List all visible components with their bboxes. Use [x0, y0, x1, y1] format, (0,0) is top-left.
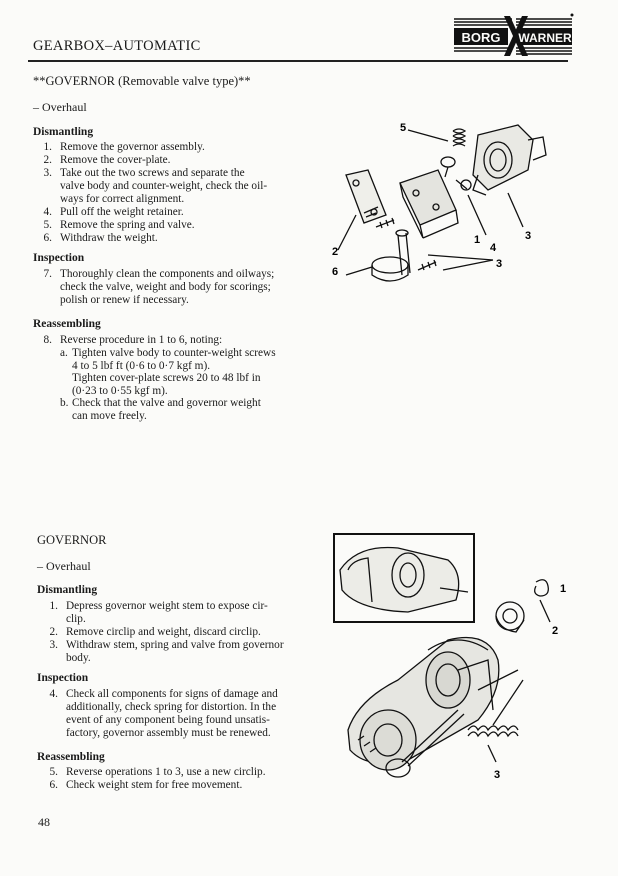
step-2	[32, 154, 294, 167]
step-4	[38, 688, 300, 740]
step-text-line: Withdraw stem, spring and valve from governor	[66, 639, 284, 651]
step-text-line: Remove the spring and valve.	[60, 219, 195, 231]
governor-exploded-figure	[328, 530, 568, 795]
step-number: 4.	[49, 688, 58, 700]
substep-text-line: Check that the valve and governor weight	[72, 397, 261, 409]
fig1-label-1: 1	[474, 234, 481, 246]
logo-text-borg: BORG	[461, 30, 501, 45]
fig2-label-3: 3	[494, 769, 501, 781]
step-number: 7.	[43, 268, 52, 280]
fig1-label-3b: 3	[496, 258, 503, 270]
section2-inspection-heading: Inspection	[37, 672, 89, 684]
header-rule	[28, 60, 568, 62]
step-text-line: valve body and counter-weight, check the oil-	[60, 180, 268, 192]
step-text-line: factory, governor assembly must be renewed.	[66, 727, 271, 739]
step-number: 3.	[43, 167, 52, 179]
step-6	[38, 779, 300, 792]
step-text-line: Reverse operations 1 to 3, use a new circlip.	[66, 766, 266, 778]
fig1-label-6: 6	[332, 266, 339, 278]
governor-removable-exploded-figure	[328, 115, 548, 300]
step-text-line: Take out the two screws and separate the	[60, 167, 245, 179]
section2-title: GOVERNOR	[37, 533, 107, 547]
step-number: 6.	[49, 779, 58, 791]
step-6	[32, 232, 294, 245]
logo-text-warner: WARNER	[518, 31, 572, 45]
step-number: 5.	[49, 766, 58, 778]
step-text-line: clip.	[66, 613, 86, 625]
section1-title: **GOVERNOR (Removable valve type)**	[33, 74, 251, 88]
step-3	[32, 167, 294, 206]
step-text-line: Remove the governor assembly.	[60, 141, 205, 153]
step-text-line: ways for correct alignment.	[60, 193, 185, 205]
step-number: 3.	[49, 639, 58, 651]
step-number: 2.	[49, 626, 58, 638]
step-text-line: Remove circlip and weight, discard circlip.	[66, 626, 261, 638]
page-number: 48	[38, 815, 50, 829]
step-text-line: Check all components for signs of damage and	[66, 688, 278, 700]
page-header-title: GEARBOX–AUTOMATIC	[33, 38, 201, 54]
step-text-line: check the valve, weight and body for scorings;	[60, 281, 271, 293]
fig2-label-2: 2	[552, 625, 559, 637]
step-5	[38, 766, 300, 779]
section1-overhaul: – Overhaul	[33, 100, 87, 114]
section1-step-8: 8. Reverse procedure in 1 to 6, noting:	[43, 334, 223, 346]
step-text-line: Check weight stem for free movement.	[66, 779, 243, 791]
section2-dismantling-heading: Dismantling	[37, 584, 98, 596]
step-4	[32, 206, 294, 219]
fig1-label-5: 5	[400, 122, 407, 134]
substep-text-line: can move freely.	[72, 409, 147, 422]
section1-inspection-heading: Inspection	[33, 252, 85, 264]
step-text-line: Thoroughly clean the components and oilways;	[60, 268, 275, 280]
step-text-line: Depress governor weight stem to expose cir-	[66, 600, 268, 612]
substep-text-line: (0·23 to 0·55 kgf m).	[72, 384, 168, 397]
fig1-label-4: 4	[490, 242, 497, 254]
step-text-line: event of any component being found unsatis-	[66, 714, 270, 726]
section1-dismantling-heading: Dismantling	[33, 126, 94, 138]
fig1-label-2: 2	[332, 246, 339, 258]
step-text-line: Pull off the weight retainer.	[60, 206, 184, 218]
step-2	[38, 626, 300, 639]
step-1	[38, 600, 300, 626]
fig1-label-3: 3	[525, 230, 532, 242]
section2-reassembling-heading: Reassembling	[37, 751, 105, 763]
substep-text-line: Tighten valve body to counter-weight screws	[72, 347, 276, 359]
step-number: 6.	[43, 232, 52, 244]
section1-reassembling-heading: Reassembling	[33, 318, 101, 330]
step-text-line: Withdraw the weight.	[60, 232, 158, 244]
step-number: 4.	[43, 206, 52, 218]
substep-text-line: Tighten cover-plate screws 20 to 48 lbf in	[72, 372, 261, 384]
section2-overhaul: – Overhaul	[37, 559, 91, 573]
step-7	[32, 268, 294, 307]
step-number: 5.	[43, 219, 52, 231]
step-3	[38, 639, 300, 665]
step-5	[32, 219, 294, 232]
step-number: 1.	[43, 141, 52, 153]
step-text-line: Remove the cover-plate.	[60, 154, 171, 166]
step-number: 1.	[49, 600, 58, 612]
step-text-line: additionally, check spring for distortion. In the	[66, 701, 277, 713]
step-text-line: body.	[66, 652, 91, 664]
fig2-label-1: 1	[560, 583, 567, 595]
step-text-line: polish or renew if necessary.	[60, 294, 189, 306]
step-number: 2.	[43, 154, 52, 166]
borg-warner-logo	[452, 12, 574, 56]
substep-text-line: 4 to 5 lbf ft (0·6 to 0·7 kgf m).	[72, 359, 211, 372]
step-1	[32, 141, 294, 154]
